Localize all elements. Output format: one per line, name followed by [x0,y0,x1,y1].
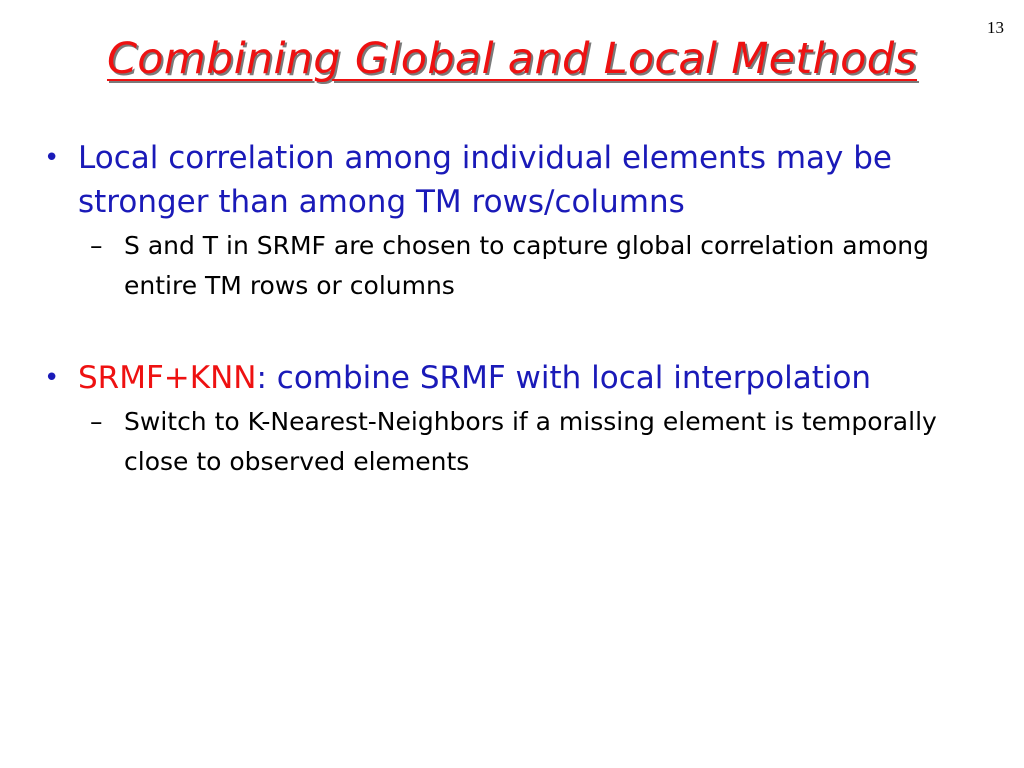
sub-bullet-global-correlation [40,226,1000,306]
title-container [0,34,1024,84]
sub-bullet-knn-switch [40,402,1000,482]
sub-bullet-text: S and T in SRMF are chosen to capture global correlation among entire TM rows or columns [124,231,929,300]
slide-title: Combining Global and Local Methods [106,34,918,84]
bullet-srmf-knn [40,356,1000,400]
bullet-highlight-term: SRMF+KNN [78,360,257,396]
bullet-block-2 [40,356,1000,482]
bullet-block-1 [40,136,1000,306]
bullet-text: : combine SRMF with local interpolation [256,360,872,396]
bullet-text: Local correlation among individual elements may be stronger than among TM rows/columns [78,140,893,220]
bullet-local-correlation [40,136,1000,224]
bullet-marker: • [44,143,60,173]
slide-content [40,136,1000,482]
sub-bullet-marker: – [90,407,103,436]
page-number: 13 [987,18,1004,37]
bullet-marker: • [44,363,60,393]
sub-bullet-text: Switch to K-Nearest-Neighbors if a missing element is temporally close to observed elements [124,407,937,476]
sub-bullet-marker: – [90,231,103,260]
